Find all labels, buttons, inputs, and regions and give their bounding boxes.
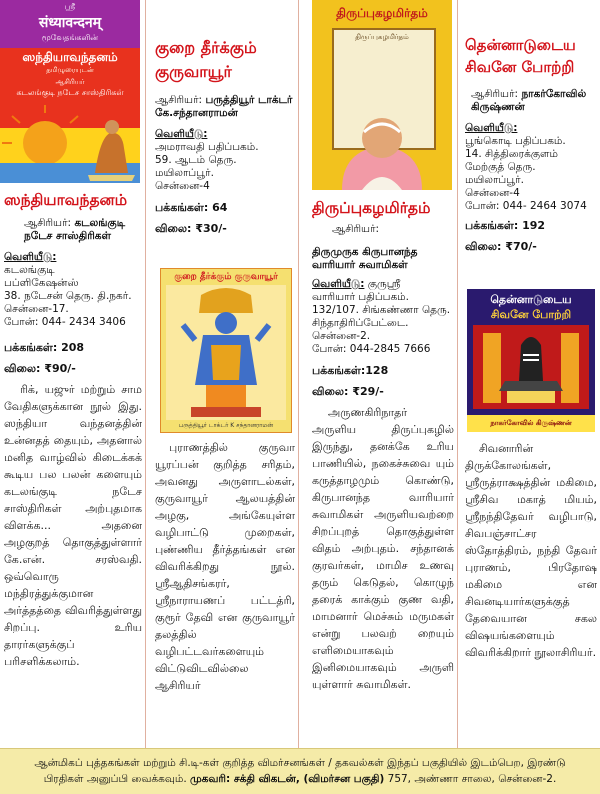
publisher-line: சென்னை-4: [155, 180, 210, 192]
price-value: ₹70/-: [505, 240, 537, 253]
book-cover-guruvayur: [160, 268, 292, 433]
author-name: திருமுருக கிருபானந்த வாரியார் சுவாமிகள்: [312, 246, 418, 271]
publisher-block: [312, 278, 454, 356]
submission-footer: [0, 748, 600, 794]
price-value: ₹90/-: [44, 362, 76, 375]
cover-title: குறை தீர்க்கும் குருவாயூர்: [174, 272, 278, 282]
pages-value: 208: [61, 341, 85, 354]
author-label: ஆசிரியர்:: [155, 94, 203, 106]
book-title-line-1: தென்னாடுடைய: [465, 36, 576, 54]
cover-top-label: ஸ்ரீ: [64, 2, 76, 11]
publisher-line: கடலங்குடி: [4, 264, 55, 276]
price-label: விலை:: [155, 222, 192, 235]
cover-subtitle: மூவேதங்களின்: [41, 33, 99, 42]
price-value: ₹30/-: [195, 222, 227, 235]
pages-value: 128: [365, 364, 389, 377]
price-value: ₹29/-: [352, 385, 384, 398]
author-line: [4, 217, 142, 243]
sunrise-sage-illustration: [0, 103, 140, 183]
review-column-guruvayur: [147, 0, 298, 748]
publisher-line: சிந்தாதிரிப்பேட்டை.: [312, 317, 409, 329]
cover-tagline: தமிழுரையுடன்: [46, 66, 94, 74]
pages-label: பக்கங்கள்:: [155, 201, 209, 214]
cover-author: கடலங்குடி நடேச சாஸ்திரிகள்: [16, 88, 124, 97]
publisher-line: 132/107. சிங்கண்ணா தெரு.: [312, 304, 451, 316]
cover-sanskrit-title: संध्यावन्दनम्: [38, 15, 102, 31]
book-title-line-2: குருவாயூர்: [155, 62, 232, 81]
book-cover-thiruppugazh: [312, 0, 452, 190]
author-label: ஆசிரியர்:: [24, 217, 72, 229]
book-title: திருப்புகழமிர்தம்: [312, 199, 431, 217]
pages-value: 64: [212, 201, 228, 214]
publisher-line: சென்னை-4: [465, 187, 520, 199]
cover-inner-title: திருப்புகழமிர்தம்: [355, 33, 409, 41]
author-label: ஆசிரியர்:: [471, 88, 519, 100]
publisher-line: பூங்கொடி பதிப்பகம்.: [465, 135, 566, 147]
publisher-line: போன்: 044-2845 7666: [312, 343, 431, 355]
pages-line: [4, 341, 142, 356]
book-description: புராணத்தில் குருவா யூரப்பன் குறித்த சரிதம், அவனது அருளாடல்கள், குருவாயூர் ஆலயத்தின் அழகு, அங்கேயுள்ள வழிபாட்டு முறைகள், புண்ணிய தீர்த்தங்கள் என விவரிக்கிறது நூல். ஸ்ரீஆதிசங்கரர், ஸ்ரீநாராயணப் பட்டத்ரி, குரூர் தேவி என குருவாயூர் தலத்தில் வழிபட்டவர்களையும் விட்டுவிடவில்லை ஆசிரியர்: [155, 441, 295, 692]
footer-line-1: ஆன்மிகப் புத்தகங்கள் மற்றும் சி.டி-கள் குறித்த விமர்சனங்கள் / தகவல்கள் இந்தப் பகுதியில் இடம்பெற, இரண்டு: [34, 757, 566, 769]
publisher-label: வெளியீடு:: [465, 122, 518, 134]
column-divider: [457, 0, 458, 748]
price-label: விலை:: [4, 362, 41, 375]
book-description: அருணகிரிநாதர் அருளிய திருப்புகழில் இருந்து, தனக்கே உரிய பாணியில், நகைச்சுவை யும் கருத்தாழமும் கொண்டு, கிருபானந்த வாரியார் சுவாமிகள் அருளியவற்றை சிறப்புறத் தொகுத்துள்ள விதம் அற்புதம். சந்தானக் குரவர்கள், மாமிச உணவு தரும் கெடுதல், கொழுந் தரைக் காக்கும் குண வதி, மாமனார் மெச்சும் மருமகள் என்று பலவற் றையும் எளிமையாகவும் இனிமையாகவும் அருளி யுள்ளார் சுவாமிகள்.: [312, 406, 454, 691]
book-title-line-1: குறை தீர்க்கும்: [155, 38, 257, 57]
cover-author-strip: நாகர்கோவில் கிருஷ்ணன்: [467, 415, 595, 432]
publisher-line: குருஸ்ரீ: [367, 278, 401, 290]
publisher-line: அமராவதி பதிப்பகம்.: [155, 141, 259, 153]
price-label: விலை:: [465, 240, 502, 253]
publisher-line: சென்னை-17.: [4, 303, 69, 315]
review-column-sivane-potri: [459, 0, 600, 748]
publisher-label: வெளியீடு:: [4, 251, 57, 263]
pages-label: பக்கங்கள்:: [312, 364, 366, 377]
author-name: கடலங்குடி நடேச சாஸ்திரிகள்: [24, 217, 126, 242]
review-column-thiruppugazh: [300, 0, 456, 748]
publisher-line: மயிலாப்பூர்.: [465, 174, 524, 186]
shiva-lingam-illustration: [467, 325, 595, 415]
publisher-line: மேற்குத் தெரு.: [465, 161, 536, 173]
variyar-portrait: [312, 110, 452, 190]
publisher-line: 59. ஆடம் தெரு.: [155, 154, 237, 166]
pages-label: பக்கங்கள்:: [465, 219, 519, 232]
publisher-line: வாரியார் பதிப்பகம்.: [312, 291, 409, 303]
book-title-line-2: சிவனே போற்றி: [465, 58, 575, 76]
cover-title-line-2: சிவனே போற்றி: [490, 308, 572, 321]
book-cover-sivane-potri: [467, 289, 595, 432]
book-description: ரிக், யஜுர் மற்றும் சாம வேதிகளுக்கான நூல் இது. ஸந்தியா வந்தனத்தின் உன்னதத் தையும், அதனால் மனித வாழ்வில் கிடைக்கக் கூடிய பல பலன் களையும் கடலங்குடி நடேச சாஸ்திரிகள் அற்புதமாக விளக்க... அதனை அழகுறத் தொகுத்துள்ளார் கே.என். சரஸ்வதி. ஒவ்வொரு மந்திரத்துக்குமான அர்த்தத்தை விவரித்துள்ளது சிறப்பு. உரிய தாரர்களுக்குப் பரிசளிக்கலாம்.: [4, 383, 142, 668]
guruvayurappan-illustration: [161, 285, 291, 420]
publisher-line: 14. சித்திரைக்குளம்: [465, 148, 558, 160]
pages-line: [312, 364, 454, 379]
author-label: ஆசிரியர்:: [332, 223, 380, 235]
book-cover-sandhyavandanam: [0, 0, 140, 183]
publisher-line: சென்னை-2.: [312, 330, 371, 342]
publisher-block: [4, 251, 142, 329]
price-line: [4, 362, 142, 377]
publisher-label: வெளியீடு:: [312, 278, 365, 290]
cover-title-line-1: தென்னாடுடைய: [490, 293, 572, 306]
price-label: விலை:: [312, 385, 349, 398]
price-line: [155, 222, 295, 237]
pages-label: பக்கங்கள்:: [4, 341, 58, 354]
pages-line: [155, 201, 295, 216]
publisher-line: போன்: 044- 2434 3406: [4, 316, 126, 328]
cover-footer: பருத்தியூர் டாக்டர் K சந்தானராமன்: [178, 422, 274, 429]
cover-title: ஸந்தியாவந்தனம்: [22, 50, 118, 64]
author-line: [155, 94, 295, 120]
book-title: ஸந்தியாவந்தனம்: [4, 191, 128, 209]
publisher-line: பப்ளிகேஷன்ஸ்: [4, 277, 79, 289]
footer-address: முகவரி: சக்தி விகடன், (விமர்சன பகுதி): [190, 773, 385, 785]
price-line: [312, 385, 454, 400]
price-line: [465, 240, 597, 255]
publisher-block: [465, 122, 597, 213]
column-divider: [145, 0, 146, 748]
pages-value: 192: [522, 219, 546, 232]
publisher-line: மயிலாப்பூர்.: [155, 167, 214, 179]
review-column-sandhyavandanam: [0, 0, 144, 748]
footer-line-2-prefix: பிரதிகள் அனுப்பி வைக்கவும்.: [43, 773, 187, 785]
author-line: [465, 88, 597, 114]
book-description: சிவனாரின் திருக்கோலங்கள், ஸ்ரீருத்ராக்ஷத்தின் மகிமை, ஸ்ரீசிவ மகாத் மியம், ஸ்ரீநந்திதேவர் வழிபாடு, சிவபஞ்சாட்சர ஸ்தோத்திரம், நந்தி தேவர் புராணம், பிரதோஷ மகிமை என சிவனடியார்களுக்குத் தேவையான சகல விஷயங்களையும் விவரிக்கிறார் நூலாசிரியர்.: [465, 442, 597, 659]
cover-author-label: ஆசிரியர்: [55, 78, 85, 86]
publisher-line: 38. நடேசன் தெரு. தி.நகர்.: [4, 290, 132, 302]
publisher-label: வெளியீடு:: [155, 128, 208, 140]
pages-line: [465, 219, 597, 234]
cover-title: திருப்புகழமிர்தம்: [336, 6, 428, 20]
author-name: பருத்தியூர் டாக்டர் கே.சந்தானராமன்: [155, 94, 293, 119]
author-name: நாகர்கோவில் கிருஷ்ணன்: [471, 88, 587, 113]
footer-line-2-suffix: 757, அண்ணா சாலை, சென்னை-2.: [387, 773, 557, 785]
publisher-line: போன்: 044- 2464 3074: [465, 200, 587, 212]
column-divider: [298, 0, 299, 748]
publisher-block: [155, 128, 295, 193]
